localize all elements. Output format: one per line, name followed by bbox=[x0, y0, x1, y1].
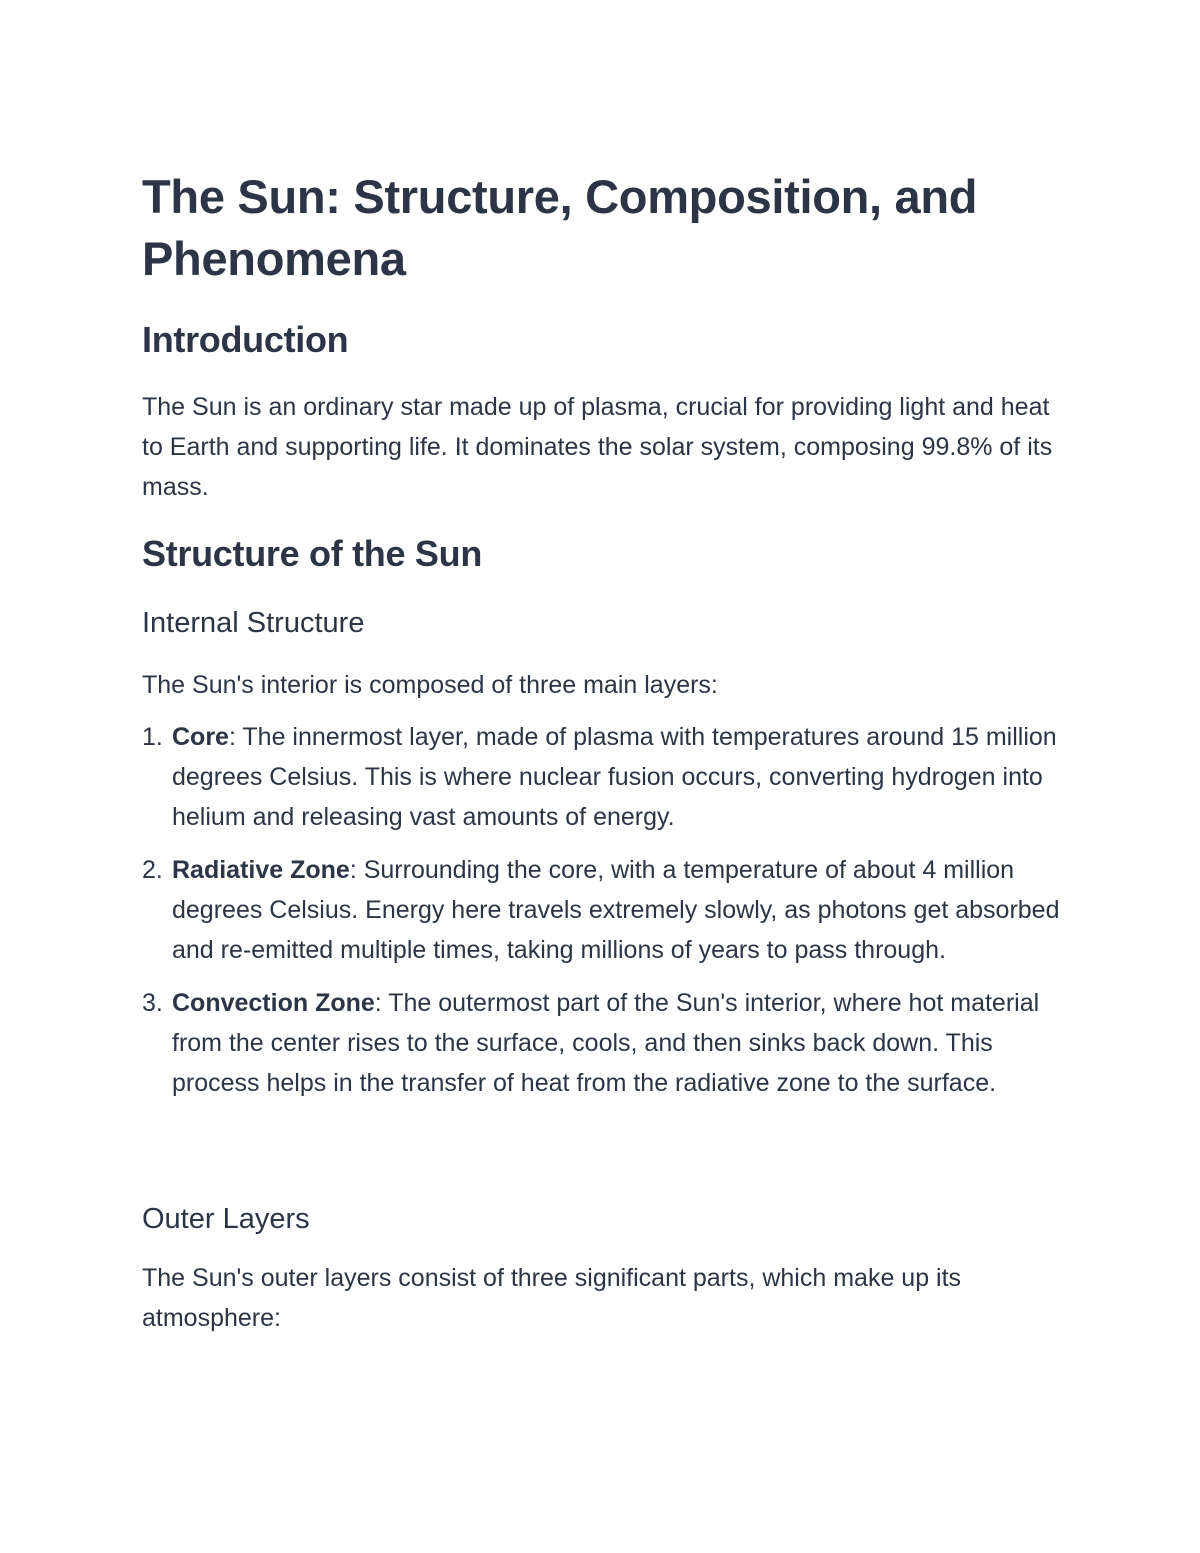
heading-outer-layers: Outer Layers bbox=[142, 1203, 310, 1235]
outer-lead-paragraph: The Sun's outer layers consist of three significant parts, which make up its atmosphere: bbox=[142, 1264, 962, 1332]
list-item bbox=[142, 983, 1062, 1103]
list-text: : The outermost part of the Sun's interior, where hot material from the center rises to the surface, cools, and then sinks back down. This process helps in the transfer of heat from the radiative zone to the surface. bbox=[172, 989, 1040, 1097]
internal-lead-paragraph: The Sun's interior is composed of three main layers: bbox=[142, 671, 718, 699]
list-item bbox=[142, 850, 1062, 970]
heading-introduction: Introduction bbox=[142, 319, 349, 360]
internal-layers-list bbox=[142, 717, 1062, 1116]
list-term: Convection Zone bbox=[172, 989, 375, 1017]
list-number: 3. bbox=[142, 989, 163, 1017]
intro-paragraph: The Sun is an ordinary star made up of plasma, crucial for providing light and heat to Earth and supporting life. It dominates the solar system, composing 99.8% of its mass. bbox=[142, 393, 1053, 501]
list-item bbox=[142, 717, 1062, 837]
list-number: 1. bbox=[142, 723, 163, 751]
list-text: : Surrounding the core, with a temperature of about 4 million degrees Celsius. Energy here travels extremely slowly, as photons get absorbed and re-emitted multiple times, taking millions of years to pass through. bbox=[172, 856, 1060, 964]
list-term: Core bbox=[172, 723, 229, 751]
list-term: Radiative Zone bbox=[172, 856, 350, 884]
list-text: : The innermost layer, made of plasma with temperatures around 15 million degrees Celsius. This is where nuclear fusion occurs, converting hydrogen into helium and releasing vast amounts of energy. bbox=[172, 723, 1057, 831]
heading-structure: Structure of the Sun bbox=[142, 533, 483, 574]
heading-internal-structure: Internal Structure bbox=[142, 607, 365, 639]
document-title: The Sun: Structure, Composition, and Phenomena bbox=[142, 170, 978, 285]
list-number: 2. bbox=[142, 856, 163, 884]
